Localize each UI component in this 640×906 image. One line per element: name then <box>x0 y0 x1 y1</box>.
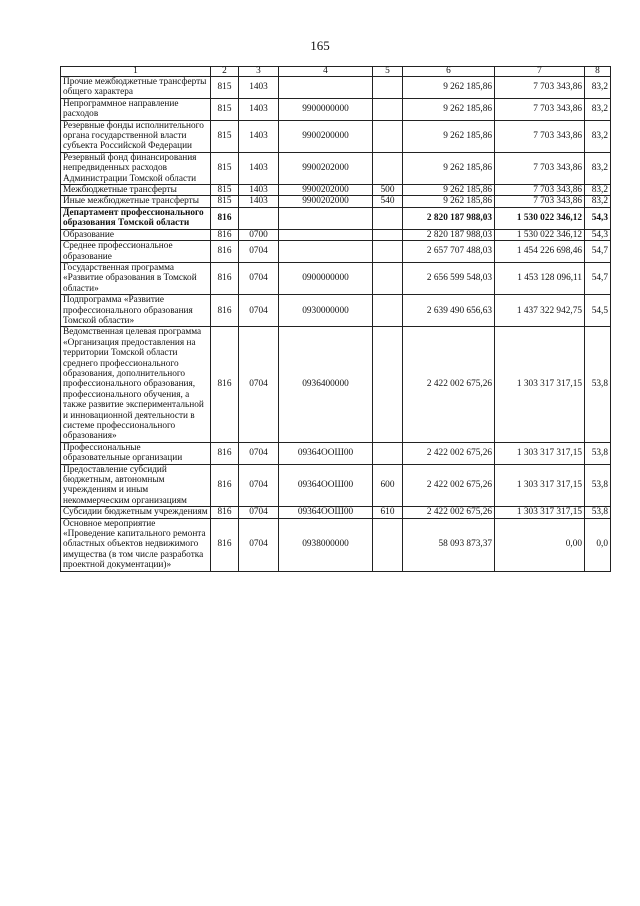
cell-percent: 83,2 <box>585 120 611 152</box>
row-name: Непрограммное направление расходов <box>61 98 211 120</box>
cell-ministry-code: 816 <box>211 207 239 229</box>
cell-section-code: 0704 <box>239 442 279 464</box>
cell-section-code: 0704 <box>239 507 279 518</box>
cell-planned-amount: 2 820 187 988,03 <box>403 207 495 229</box>
cell-expense-type <box>373 229 403 240</box>
cell-percent: 54,7 <box>585 262 611 294</box>
table-row <box>61 464 611 507</box>
table-row <box>61 507 611 518</box>
cell-planned-amount: 2 422 002 675,26 <box>403 327 495 442</box>
cell-executed-amount: 1 530 022 346,12 <box>495 207 585 229</box>
cell-percent: 54,3 <box>585 229 611 240</box>
table-row <box>61 262 611 294</box>
cell-target-article: 9900202000 <box>279 152 373 184</box>
cell-section-code: 1403 <box>239 185 279 196</box>
cell-ministry-code: 815 <box>211 77 239 99</box>
cell-target-article: 9900000000 <box>279 98 373 120</box>
cell-executed-amount: 0,00 <box>495 518 585 571</box>
cell-planned-amount: 2 422 002 675,26 <box>403 507 495 518</box>
cell-percent: 54,3 <box>585 207 611 229</box>
cell-expense-type <box>373 262 403 294</box>
cell-ministry-code: 816 <box>211 518 239 571</box>
cell-target-article <box>279 241 373 263</box>
column-header: 7 <box>495 67 585 77</box>
cell-section-code: 0704 <box>239 327 279 442</box>
cell-percent: 53,8 <box>585 442 611 464</box>
column-header: 2 <box>211 67 239 77</box>
cell-expense-type <box>373 327 403 442</box>
cell-expense-type <box>373 98 403 120</box>
cell-executed-amount: 7 703 343,86 <box>495 98 585 120</box>
cell-target-article: 0930000000 <box>279 295 373 327</box>
cell-percent: 83,2 <box>585 77 611 99</box>
cell-executed-amount: 7 703 343,86 <box>495 120 585 152</box>
table-row <box>61 241 611 263</box>
cell-section-code: 1403 <box>239 120 279 152</box>
row-name: Резервные фонды исполнительного органа государственной власти субъекта Российской Федерации <box>61 120 211 152</box>
cell-target-article <box>279 229 373 240</box>
cell-executed-amount: 1 530 022 346,12 <box>495 229 585 240</box>
table-row <box>61 77 611 99</box>
cell-expense-type <box>373 152 403 184</box>
row-name: Субсидии бюджетным учреждениям <box>61 507 211 518</box>
cell-planned-amount: 2 639 490 656,63 <box>403 295 495 327</box>
cell-ministry-code: 815 <box>211 98 239 120</box>
cell-percent: 83,2 <box>585 185 611 196</box>
cell-section-code: 1403 <box>239 77 279 99</box>
cell-expense-type <box>373 442 403 464</box>
cell-expense-type: 610 <box>373 507 403 518</box>
column-header: 5 <box>373 67 403 77</box>
cell-executed-amount: 7 703 343,86 <box>495 77 585 99</box>
cell-planned-amount: 9 262 185,86 <box>403 152 495 184</box>
cell-section-code: 1403 <box>239 196 279 207</box>
cell-section-code: 0704 <box>239 241 279 263</box>
cell-section-code <box>239 207 279 229</box>
cell-planned-amount: 9 262 185,86 <box>403 196 495 207</box>
table-row <box>61 229 611 240</box>
cell-executed-amount: 1 437 322 942,75 <box>495 295 585 327</box>
cell-target-article: 09364ООШ00 <box>279 464 373 507</box>
cell-percent: 53,8 <box>585 507 611 518</box>
cell-expense-type <box>373 518 403 571</box>
cell-target-article: 0900000000 <box>279 262 373 294</box>
cell-planned-amount: 9 262 185,86 <box>403 77 495 99</box>
table-row <box>61 98 611 120</box>
cell-section-code: 1403 <box>239 152 279 184</box>
cell-executed-amount: 7 703 343,86 <box>495 185 585 196</box>
row-name: Иные межбюджетные трансферты <box>61 196 211 207</box>
cell-percent: 83,2 <box>585 152 611 184</box>
row-name: Предоставление субсидий бюджетным, автономным учреждениям и иным некоммерческим организациям <box>61 464 211 507</box>
cell-target-article <box>279 207 373 229</box>
cell-target-article: 09364ООШ00 <box>279 442 373 464</box>
table-row <box>61 518 611 571</box>
cell-percent: 83,2 <box>585 196 611 207</box>
cell-executed-amount: 7 703 343,86 <box>495 152 585 184</box>
cell-ministry-code: 816 <box>211 327 239 442</box>
table-row <box>61 185 611 196</box>
row-name: Среднее профессиональное образование <box>61 241 211 263</box>
cell-ministry-code: 815 <box>211 185 239 196</box>
row-name: Государственная программа «Развитие образования в Томской области» <box>61 262 211 294</box>
cell-executed-amount: 7 703 343,86 <box>495 196 585 207</box>
cell-planned-amount: 2 422 002 675,26 <box>403 464 495 507</box>
table-row <box>61 120 611 152</box>
page-number: 165 <box>310 38 330 53</box>
cell-executed-amount: 1 303 317 317,15 <box>495 464 585 507</box>
table-row <box>61 327 611 442</box>
cell-section-code: 0704 <box>239 295 279 327</box>
cell-ministry-code: 816 <box>211 262 239 294</box>
cell-target-article: 09364ООШ00 <box>279 507 373 518</box>
cell-target-article: 0938000000 <box>279 518 373 571</box>
cell-ministry-code: 815 <box>211 152 239 184</box>
row-name: Подпрограмма «Развитие профессионального образования Томской области» <box>61 295 211 327</box>
row-name: Резервный фонд финансирования непредвиденных расходов Администрации Томской области <box>61 152 211 184</box>
table-row <box>61 295 611 327</box>
cell-section-code: 0704 <box>239 518 279 571</box>
cell-percent: 54,7 <box>585 241 611 263</box>
row-name: Профессиональные образовательные организации <box>61 442 211 464</box>
cell-expense-type: 540 <box>373 196 403 207</box>
column-header-row <box>61 67 611 77</box>
cell-planned-amount: 9 262 185,86 <box>403 120 495 152</box>
cell-planned-amount: 58 093 873,37 <box>403 518 495 571</box>
cell-executed-amount: 1 453 128 096,11 <box>495 262 585 294</box>
cell-ministry-code: 816 <box>211 464 239 507</box>
cell-section-code: 0704 <box>239 262 279 294</box>
cell-percent: 53,8 <box>585 327 611 442</box>
table-row <box>61 207 611 229</box>
column-header: 3 <box>239 67 279 77</box>
row-name: Основное мероприятие «Проведение капитального ремонта областных объектов недвижимого имущества (в том числе разработка проектной документации)» <box>61 518 211 571</box>
row-name: Образование <box>61 229 211 240</box>
row-name: Межбюджетные трансферты <box>61 185 211 196</box>
column-header: 1 <box>61 67 211 77</box>
cell-target-article <box>279 77 373 99</box>
cell-percent: 83,2 <box>585 98 611 120</box>
cell-section-code: 0704 <box>239 464 279 507</box>
cell-ministry-code: 816 <box>211 229 239 240</box>
cell-expense-type <box>373 241 403 263</box>
cell-ministry-code: 815 <box>211 120 239 152</box>
row-name: Прочие межбюджетные трансферты общего характера <box>61 77 211 99</box>
cell-percent: 53,8 <box>585 464 611 507</box>
cell-expense-type <box>373 207 403 229</box>
column-header: 4 <box>279 67 373 77</box>
cell-planned-amount: 2 422 002 675,26 <box>403 442 495 464</box>
table-row <box>61 442 611 464</box>
cell-section-code: 1403 <box>239 98 279 120</box>
cell-target-article: 9900200000 <box>279 120 373 152</box>
cell-planned-amount: 2 657 707 488,03 <box>403 241 495 263</box>
cell-expense-type <box>373 120 403 152</box>
cell-expense-type: 600 <box>373 464 403 507</box>
cell-executed-amount: 1 454 226 698,46 <box>495 241 585 263</box>
cell-ministry-code: 816 <box>211 442 239 464</box>
cell-expense-type <box>373 77 403 99</box>
row-name: Ведомственная целевая программа «Организация предоставления на территории Томской области среднего профессионального образования, дополнительного профессионального образования, профессионального обучения, а также развитие экспериментальной и инновационной деятельности в системе профессионального образования» <box>61 327 211 442</box>
cell-target-article: 0936400000 <box>279 327 373 442</box>
table-row <box>61 196 611 207</box>
cell-section-code: 0700 <box>239 229 279 240</box>
column-header: 6 <box>403 67 495 77</box>
cell-expense-type: 500 <box>373 185 403 196</box>
cell-percent: 0,0 <box>585 518 611 571</box>
budget-table <box>60 66 611 572</box>
table-row <box>61 152 611 184</box>
cell-planned-amount: 2 820 187 988,03 <box>403 229 495 240</box>
cell-target-article: 9900202000 <box>279 185 373 196</box>
cell-ministry-code: 816 <box>211 507 239 518</box>
cell-executed-amount: 1 303 317 317,15 <box>495 327 585 442</box>
cell-target-article: 9900202000 <box>279 196 373 207</box>
cell-ministry-code: 816 <box>211 241 239 263</box>
cell-ministry-code: 815 <box>211 196 239 207</box>
cell-expense-type <box>373 295 403 327</box>
cell-ministry-code: 816 <box>211 295 239 327</box>
cell-percent: 54,5 <box>585 295 611 327</box>
row-name: Департамент профессионального образования Томской области <box>61 207 211 229</box>
cell-executed-amount: 1 303 317 317,15 <box>495 507 585 518</box>
column-header: 8 <box>585 67 611 77</box>
cell-planned-amount: 9 262 185,86 <box>403 185 495 196</box>
cell-executed-amount: 1 303 317 317,15 <box>495 442 585 464</box>
cell-planned-amount: 9 262 185,86 <box>403 98 495 120</box>
cell-planned-amount: 2 656 599 548,03 <box>403 262 495 294</box>
